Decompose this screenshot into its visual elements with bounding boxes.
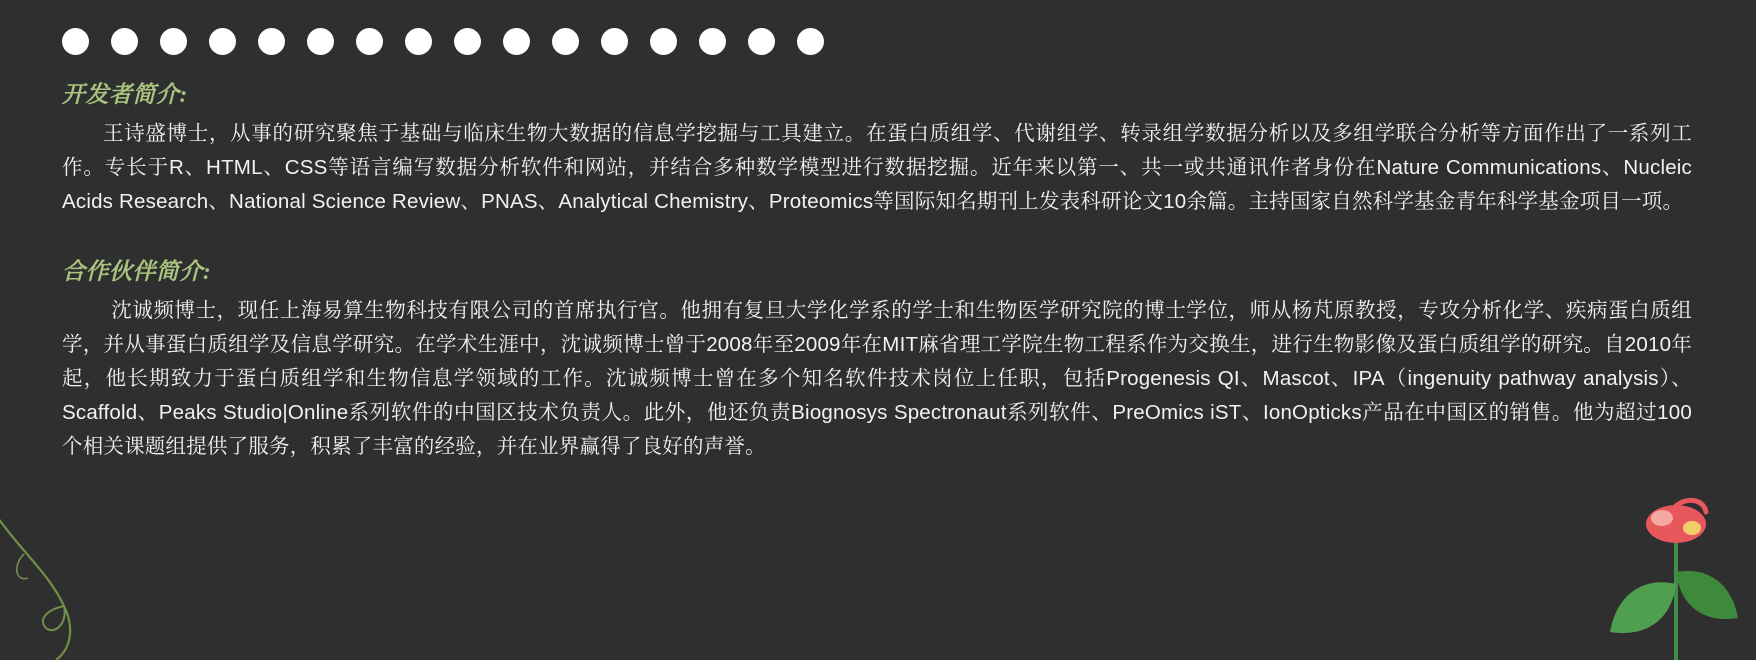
partner-intro-paragraph: 沈诚频博士，现任上海易算生物科技有限公司的首席执行官。他拥有复旦大学化学系的学士和生物医学研究院的博士学位，师从杨芃原教授，专攻分析化学、疾病蛋白质组学，并从事蛋白质组学及信息学研究。在学术生涯中，沈诚频博士曾于2008年至2009年在MIT麻省理工学院生物工程系作为交换生，进行生物影像及蛋白质组学的研究。自2010年起，他长期致力于蛋白质组学和生物信息学领域的工作。沈诚频博士曾在多个知名软件技术岗位上任职，包括Progenesis QI、Mascot、IPA（ingenuity pathway analysis）、Scaffold、Peaks Studio|Online系列软件的中国区技术负责人。此外，他还负责Biognosys Spectronaut系列软件、PreOmics iST、IonOpticks产品在中国区的销售。他为超过100个相关课题组提供了服务，积累了丰富的经验，并在业界赢得了良好的声誉。 xyxy=(62,299,1692,458)
partner-intro-heading: 合作伙伴简介: xyxy=(62,259,212,284)
dot-icon xyxy=(650,28,677,55)
dot-icon xyxy=(209,28,236,55)
dot-icon xyxy=(356,28,383,55)
dot-icon xyxy=(405,28,432,55)
dot-icon xyxy=(699,28,726,55)
vine-decoration xyxy=(0,514,174,660)
dot-icon xyxy=(111,28,138,55)
slide-content xyxy=(62,76,1692,464)
developer-intro-heading: 开发者简介: xyxy=(62,82,188,107)
flower-decoration xyxy=(1580,480,1750,660)
dot-icon xyxy=(258,28,285,55)
dot-row-decoration xyxy=(62,28,824,55)
dot-icon xyxy=(748,28,775,55)
dot-icon xyxy=(307,28,334,55)
dot-icon xyxy=(601,28,628,55)
dot-icon xyxy=(454,28,481,55)
dot-icon xyxy=(552,28,579,55)
dot-icon xyxy=(160,28,187,55)
developer-intro-paragraph: 王诗盛博士，从事的研究聚焦于基础与临床生物大数据的信息学挖掘与工具建立。在蛋白质组学、代谢组学、转录组学数据分析以及多组学联合分析等方面作出了一系列工作。专长于R、HTML、CSS等语言编写数据分析软件和网站，并结合多种数学模型进行数据挖掘。近年来以第一、共一或共通讯作者身份在Nature Communications、Nucleic Acids Research、National Science Review、PNAS、Analytical Chemistry、Proteomics等国际知名期刊上发表科研论文10余篇。主持国家自然科学基金青年科学基金项目一项。 xyxy=(62,122,1692,213)
dot-icon xyxy=(503,28,530,55)
dot-icon xyxy=(62,28,89,55)
dot-icon xyxy=(797,28,824,55)
